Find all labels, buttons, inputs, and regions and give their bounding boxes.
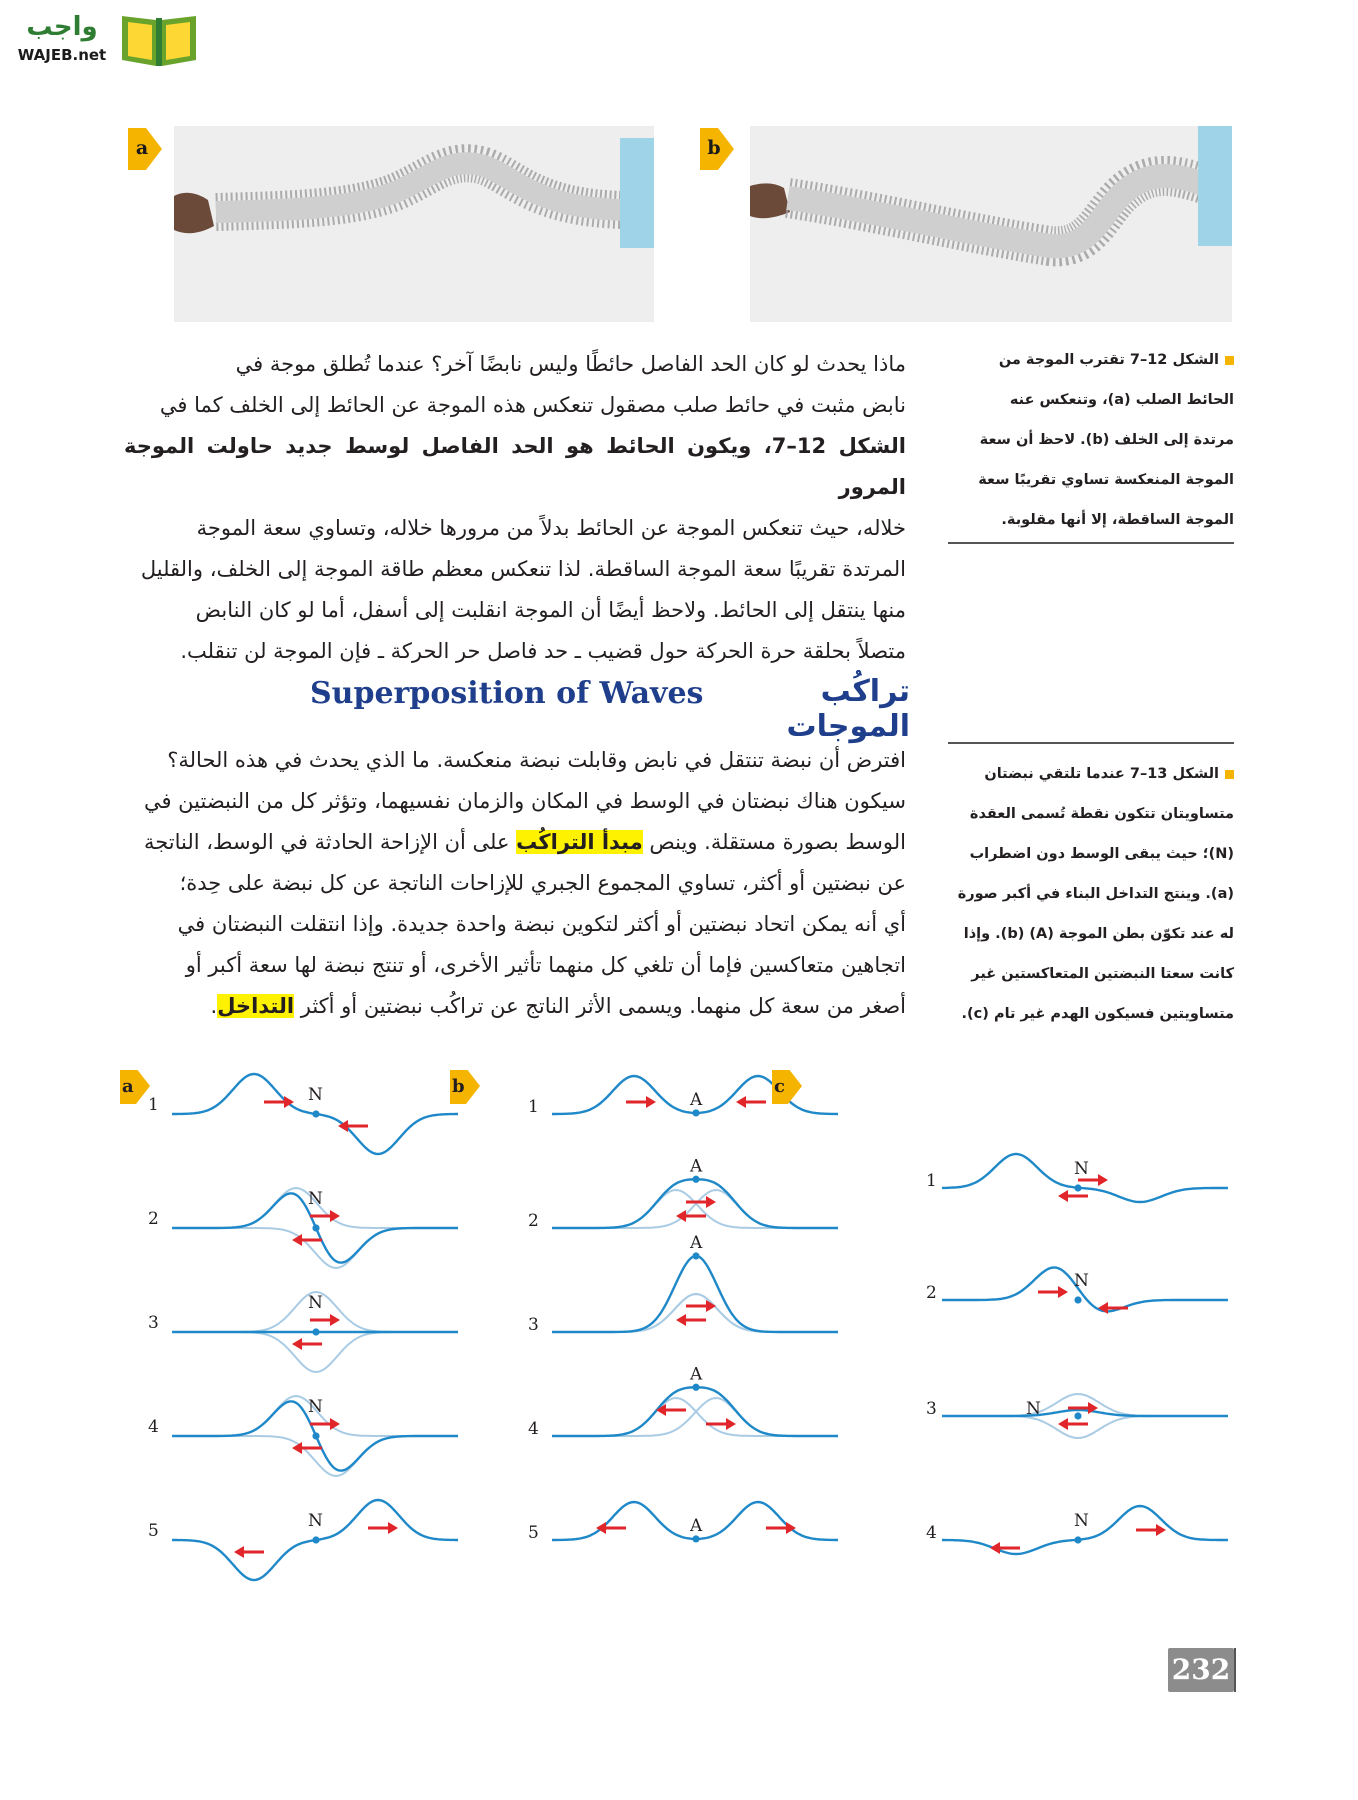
text-line: أصغر من سعة كل منهما. ويسمى الأثر الناتج عن تراكُب نبضتين أو أكثر التداخل. [210,994,906,1018]
arrow-right-head [388,1522,398,1534]
panel-b-tag-letter: b [452,1076,465,1097]
antinode-point [692,1176,699,1183]
caption-line: الموجة الساقطة، إلا أنها مقلوبة. [1001,512,1234,528]
step-number-a: 4 [148,1417,159,1437]
step-number-a: 5 [148,1521,159,1541]
node-point [312,1110,319,1117]
text-line: افترض أن نبضة تنتقل في نابض وقابلت نبضة منعكسة. ما الذي يحدث في هذه الحالة؟ [167,748,906,772]
ghost-pulse [172,1332,458,1372]
node-label-n: N [1074,1159,1089,1179]
ghost-pulse [172,1436,458,1476]
caption-line: الحائط الصلب (a)، وتنعكس عنه [1009,392,1234,408]
arrow-left-head [1058,1190,1068,1202]
paragraph-superposition [124,740,906,1027]
wajeb-logo[interactable] [14,6,194,70]
panel-b-tag [700,128,736,170]
arrow-right-head [1058,1286,1068,1298]
node-point [312,1432,319,1439]
figure-12-caption [948,340,1234,540]
node-label-n: N [308,1085,323,1105]
ghost-pulse [552,1398,838,1436]
figure-13-caption [948,754,1234,1034]
caption-line: الشكل 12–7 تقترب الموجة من [948,340,1234,380]
logo-latin: WAJEB.net [17,46,107,64]
step-number-a: 2 [148,1209,159,1229]
arrow-left-head [1058,1418,1068,1430]
spring-photo-incident [174,126,654,322]
bullet-square [1225,770,1234,779]
step-number-a: 3 [148,1313,159,1333]
section-heading [310,670,910,744]
ghost-pulse [552,1190,838,1228]
step-number-b: 4 [528,1419,539,1439]
step-number-b: 1 [528,1097,539,1117]
step-number-c: 1 [926,1171,937,1191]
arrow-left-head [990,1542,1000,1554]
text-line: نابض مثبت في حائط صلب مصقول تنعكس هذه الموجة عن الحائط إلى الخلف كما في [159,393,906,417]
step-number-b: 3 [528,1315,539,1335]
page-number: 232 [1168,1648,1234,1692]
text-line: منها ينتقل إلى الحائط. ولاحظ أيضًا أن الموجة انقلبت إلى أسفل، أما لو كان النابض [195,598,906,622]
superposition-diagram [120,1070,1240,1650]
panel-a-tag [128,128,164,170]
step-number-c: 2 [926,1283,937,1303]
step-number-c: 3 [926,1399,937,1419]
node-point [1074,1296,1081,1303]
text-line: ماذا يحدث لو كان الحد الفاصل حائطًا وليس نابضًا آخر؟ عندما تُطلق موجة في [235,352,906,376]
antinode-label-a: A [690,1156,703,1177]
ghost-pulse [552,1190,838,1228]
ghost-pulse [172,1228,458,1268]
node-point [312,1224,319,1231]
spring-photo-reflected [750,126,1232,322]
step-number-a: 1 [148,1095,159,1115]
node-label-n: N [1074,1511,1089,1531]
caption-line: متساويتين فسيكون الهدم غير تام (c). [961,1006,1234,1022]
caption-line: له عند تكوّن بطن الموجة (A) (b). وإذا [963,926,1234,942]
step-number-c: 4 [926,1523,937,1543]
arrow-left-head [292,1338,302,1350]
pulse-arrow-head [726,1418,736,1430]
node-label-n: N [308,1189,323,1209]
arrow-right-head [330,1314,340,1326]
step-number-b: 5 [528,1523,539,1543]
ghost-pulse [942,1394,1228,1416]
pulse-arrow-head [706,1196,716,1208]
node-point [1074,1412,1081,1419]
node-label-n: N [308,1511,323,1531]
book-icon [118,6,200,68]
text-line: اتجاهين متعاكسين فإما أن تلغي كل منهما تأثير الأخرى، أو تنتج نبضة لها سعة أكبر أو [185,953,906,977]
antinode-label-a: A [690,1233,703,1253]
node-label-n: N [1074,1271,1089,1291]
antinode-point [692,1384,699,1391]
caption-divider [948,742,1234,744]
panel-a-tag-letter: a [122,1076,134,1097]
text-line: الشكل 12–7، ويكون الحائط هو الحد الفاصل لوسط جديد حاولت الموجة المرور [124,434,906,499]
caption-divider [948,542,1234,544]
page-number-divider [1234,1648,1236,1692]
term-interference: التداخل [217,994,295,1018]
panel-a-letter: a [135,137,149,159]
pulse-arrow-head [736,1096,746,1108]
caption-line: مرتدة إلى الخلف (b). لاحظ أن سعة [979,432,1234,448]
bullet-square [1225,356,1234,365]
node-point [312,1328,319,1335]
caption-line: متساويتان تتكون نقطة تُسمى العقدة [969,806,1234,822]
node-point [1074,1184,1081,1191]
node-label-n: N [308,1397,323,1417]
arrow-left-head [234,1546,244,1558]
text-line: المرتدة تقريبًا سعة الموجة الساقطة. لذا تنعكس معظم طاقة الموجة إلى الخلف، والقليل [140,557,906,581]
ghost-pulse [552,1294,838,1332]
ghost-pulse [552,1398,838,1436]
text-line: عن نبضتين أو أكثر، تساوي المجموع الجبري للإزاحات الناتجة عن كل نبضة على حِدة؛ [179,871,906,895]
paragraph-reflection [124,344,906,672]
text-line: متصلاً بحلقة حرة الحركة حول قضيب ـ حد فاصل حر الحركة ـ فإن الموجة لن تنقلب. [180,639,906,663]
caption-line: الشكل 13–7 عندما تلتقي نبضتان [948,754,1234,794]
arrow-right-head [1098,1174,1108,1186]
ghost-pulse [552,1294,838,1332]
ghost-pulse [942,1416,1228,1438]
antinode-label-a: A [690,1364,703,1385]
pulse-arrow-head [676,1314,686,1326]
antinode-point [692,1535,699,1542]
caption-line: (a). وينتج التداخل البناء في أكبر صورة [957,886,1234,902]
step-number-b: 2 [528,1211,539,1231]
term-superposition-principle: مبدأ التراكُب [516,830,643,854]
node-label-n: N [1026,1399,1041,1419]
caption-line: الموجة المنعكسة تساوي تقريبًا سعة [978,472,1234,488]
antinode-label-a: A [690,1515,703,1536]
node-point [1074,1536,1081,1543]
antinode-point [692,1109,699,1116]
wave-line [942,1410,1228,1416]
text-line: خلاله، حيث تنعكس الموجة عن الحائط بدلاً من مرورها خلاله، وتساوي سعة الموجة [196,516,906,540]
logo-arabic: واجب [26,12,98,42]
text-line: سيكون هناك نبضتان في الوسط في المكان والزمان نفسيهما، وتؤثر كل من النبضتين في [143,789,906,813]
text-line: الوسط بصورة مستقلة. وينص مبدأ التراكُب على أن الإزاحة الحادثة في الوسط، الناتجة [143,830,906,854]
node-point [312,1536,319,1543]
caption-line: (N)؛ حيث يبقى الوسط دون اضطراب [969,846,1234,862]
antinode-point [692,1252,699,1259]
arrow-right-head [1156,1524,1166,1536]
heading-english: Superposition of Waves [310,676,704,711]
caption-line: كانت سعتا النبضتين المتعاكستين غير [971,966,1234,982]
panel-c-tag-letter: c [774,1076,785,1097]
antinode-label-a: A [690,1089,703,1110]
text-line: أي أنه يمكن اتحاد نبضتين أو أكثر لتكوين نبضة واحدة جديدة. وإذا انتقلت النبضتان في [177,912,906,936]
pulse-arrow-head [646,1096,656,1108]
arrow-left-head [1098,1302,1108,1314]
node-label-n: N [308,1293,323,1313]
panel-b-letter: b [707,137,721,159]
heading-arabic: تراكُب الموجات [786,674,910,744]
